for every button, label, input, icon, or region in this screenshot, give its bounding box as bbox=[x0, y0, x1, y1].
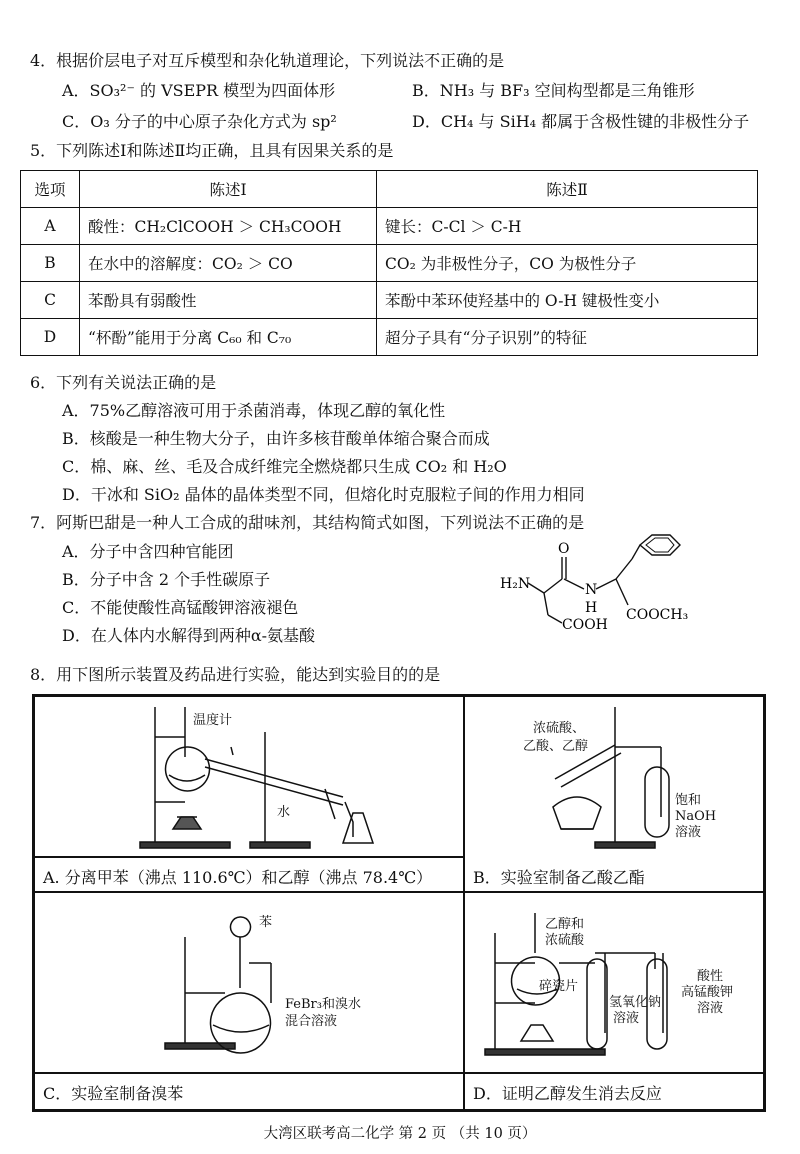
label-kmno4-line2: 高锰酸钾 bbox=[681, 985, 734, 1000]
row-statement-2: CO₂ 为非极性分子，CO 为极性分子 bbox=[377, 245, 758, 282]
table-row bbox=[21, 282, 758, 319]
label-solution: 溶液 bbox=[675, 825, 702, 840]
q4-option-b: B．NH₃ 与 BF₃ 空间构型都是三角锥形 bbox=[412, 81, 695, 100]
q7-option-b: B．分子中含 2 个手性碳原子 bbox=[62, 570, 271, 589]
table-row bbox=[21, 245, 758, 282]
row-label: B bbox=[21, 245, 80, 282]
q6-option-d: D．干冰和 SiO₂ 晶体的晶体类型不同，但熔化时克服粒子间的作用力相同 bbox=[62, 485, 585, 504]
row-label: C bbox=[21, 282, 80, 319]
struct-o: O bbox=[558, 541, 570, 557]
q7-stem: 7．阿斯巴甜是一种人工合成的甜味剂，其结构简式如图，下列说法不正确的是 bbox=[30, 513, 585, 532]
row-label: A bbox=[21, 208, 80, 245]
apparatus-a bbox=[34, 696, 464, 892]
q8-stem: 8．用下图所示装置及药品进行实验，能达到实验目的的是 bbox=[30, 665, 441, 684]
q7-option-d: D．在人体内水解得到两种α-氨基酸 bbox=[62, 626, 316, 645]
q8-apparatus-grid bbox=[32, 694, 766, 1112]
caption-divider-cd bbox=[34, 1072, 764, 1074]
apparatus-d bbox=[464, 892, 764, 1110]
header-option: 选项 bbox=[21, 171, 80, 208]
caption-a: A. 分离甲苯（沸点 110.6℃）和乙醇（沸点 78.4℃） bbox=[43, 868, 433, 887]
q6-stem: 6．下列有关说法正确的是 bbox=[30, 373, 217, 392]
q4-stem: 4．根据价层电子对互斥模型和杂化轨道理论，下列说法不正确的是 bbox=[30, 51, 505, 70]
q4-option-d: D．CH₄ 与 SiH₄ 都属于含极性键的非极性分子 bbox=[412, 112, 750, 131]
label-naoh: NaOH bbox=[675, 809, 717, 824]
table-row bbox=[21, 319, 758, 356]
header-statement-1: 陈述Ⅰ bbox=[80, 171, 377, 208]
row-statement-1: 酸性：CH₂ClCOOH ＞ CH₃COOH bbox=[80, 208, 377, 245]
row-statement-2: 苯酚中苯环使羟基中的 O-H 键极性变小 bbox=[377, 282, 758, 319]
q4-option-c: C．O₃ 分子的中心原子杂化方式为 sp² bbox=[62, 112, 337, 131]
header-statement-2: 陈述Ⅱ bbox=[377, 171, 758, 208]
label-conc-sulfuric: 浓硫酸 bbox=[545, 933, 585, 948]
struct-h2n: H₂N bbox=[500, 576, 531, 592]
row-statement-1: 在水中的溶解度：CO₂ ＞ CO bbox=[80, 245, 377, 282]
q5-table bbox=[20, 170, 758, 356]
q6-option-c: C．棉、麻、丝、毛及合成纤维完全燃烧都只生成 CO₂ 和 H₂O bbox=[62, 457, 507, 476]
label-saturated: 饱和 bbox=[675, 793, 702, 808]
aspartame-structure bbox=[492, 535, 762, 645]
row-statement-2: 超分子具有“分子识别”的特征 bbox=[377, 319, 758, 356]
apparatus-b bbox=[464, 696, 764, 892]
label-benzene: 苯 bbox=[259, 915, 273, 930]
apparatus-c bbox=[34, 892, 464, 1110]
label-kmno4-line1: 酸性 bbox=[697, 969, 724, 984]
struct-cooh: COOH bbox=[562, 617, 608, 633]
struct-n: N bbox=[585, 582, 598, 598]
row-statement-1: 苯酚具有弱酸性 bbox=[80, 282, 377, 319]
caption-c: C．实验室制备溴苯 bbox=[43, 1084, 184, 1103]
q4-option-a: A．SO₃²⁻ 的 VSEPR 模型为四面体形 bbox=[62, 81, 336, 100]
q6-option-b: B．核酸是一种生物大分子，由许多核苷酸单体缩合聚合而成 bbox=[62, 429, 490, 448]
q7-option-c: C．不能使酸性高锰酸钾溶液褪色 bbox=[62, 598, 299, 617]
label-mixture-line1: FeBr₃和溴水 bbox=[285, 997, 361, 1012]
distillation-apparatus-icon bbox=[35, 697, 465, 857]
label-water: 水 bbox=[277, 805, 291, 820]
struct-cooch3: COOCH₃ bbox=[626, 607, 689, 623]
label-reagents-line1: 浓硫酸、 bbox=[533, 721, 586, 736]
label-kmno4-line3: 溶液 bbox=[697, 1001, 724, 1016]
q7-option-a: A．分子中含四种官能团 bbox=[62, 542, 234, 561]
label-thermometer: 温度计 bbox=[193, 713, 233, 728]
caption-d: D．证明乙醇发生消去反应 bbox=[473, 1084, 662, 1103]
bromobenzene-apparatus-icon bbox=[35, 893, 465, 1073]
row-statement-2: 键长：C-Cl ＞ C-H bbox=[377, 208, 758, 245]
row-label: D bbox=[21, 319, 80, 356]
label-reagents-line2: 乙酸、乙醇 bbox=[523, 739, 589, 754]
label-mixture-line2: 混合溶液 bbox=[285, 1014, 338, 1029]
struct-h: H bbox=[585, 600, 598, 616]
label-naoh-line2: 溶液 bbox=[613, 1011, 640, 1026]
caption-b: B．实验室制备乙酸乙酯 bbox=[473, 868, 645, 887]
label-ethanol: 乙醇和 bbox=[545, 917, 585, 932]
row-statement-1: “杯酚”能用于分离 C₆₀ 和 C₇₀ bbox=[80, 319, 377, 356]
table-header-row bbox=[21, 171, 758, 208]
ester-apparatus-icon bbox=[465, 697, 765, 857]
q5-stem: 5．下列陈述Ⅰ和陈述Ⅱ均正确，且具有因果关系的是 bbox=[30, 141, 394, 160]
table-row bbox=[21, 208, 758, 245]
caption-divider-a bbox=[34, 856, 464, 858]
label-naoh-line1: 氢氧化钠 bbox=[609, 995, 662, 1010]
page-footer: 大湾区联考高二化学 第 2 页 （共 10 页） bbox=[263, 1126, 537, 1142]
q6-option-a: A．75%乙醇溶液可用于杀菌消毒，体现乙醇的氧化性 bbox=[62, 401, 446, 420]
label-porcelain-chips: 碎瓷片 bbox=[539, 979, 579, 994]
